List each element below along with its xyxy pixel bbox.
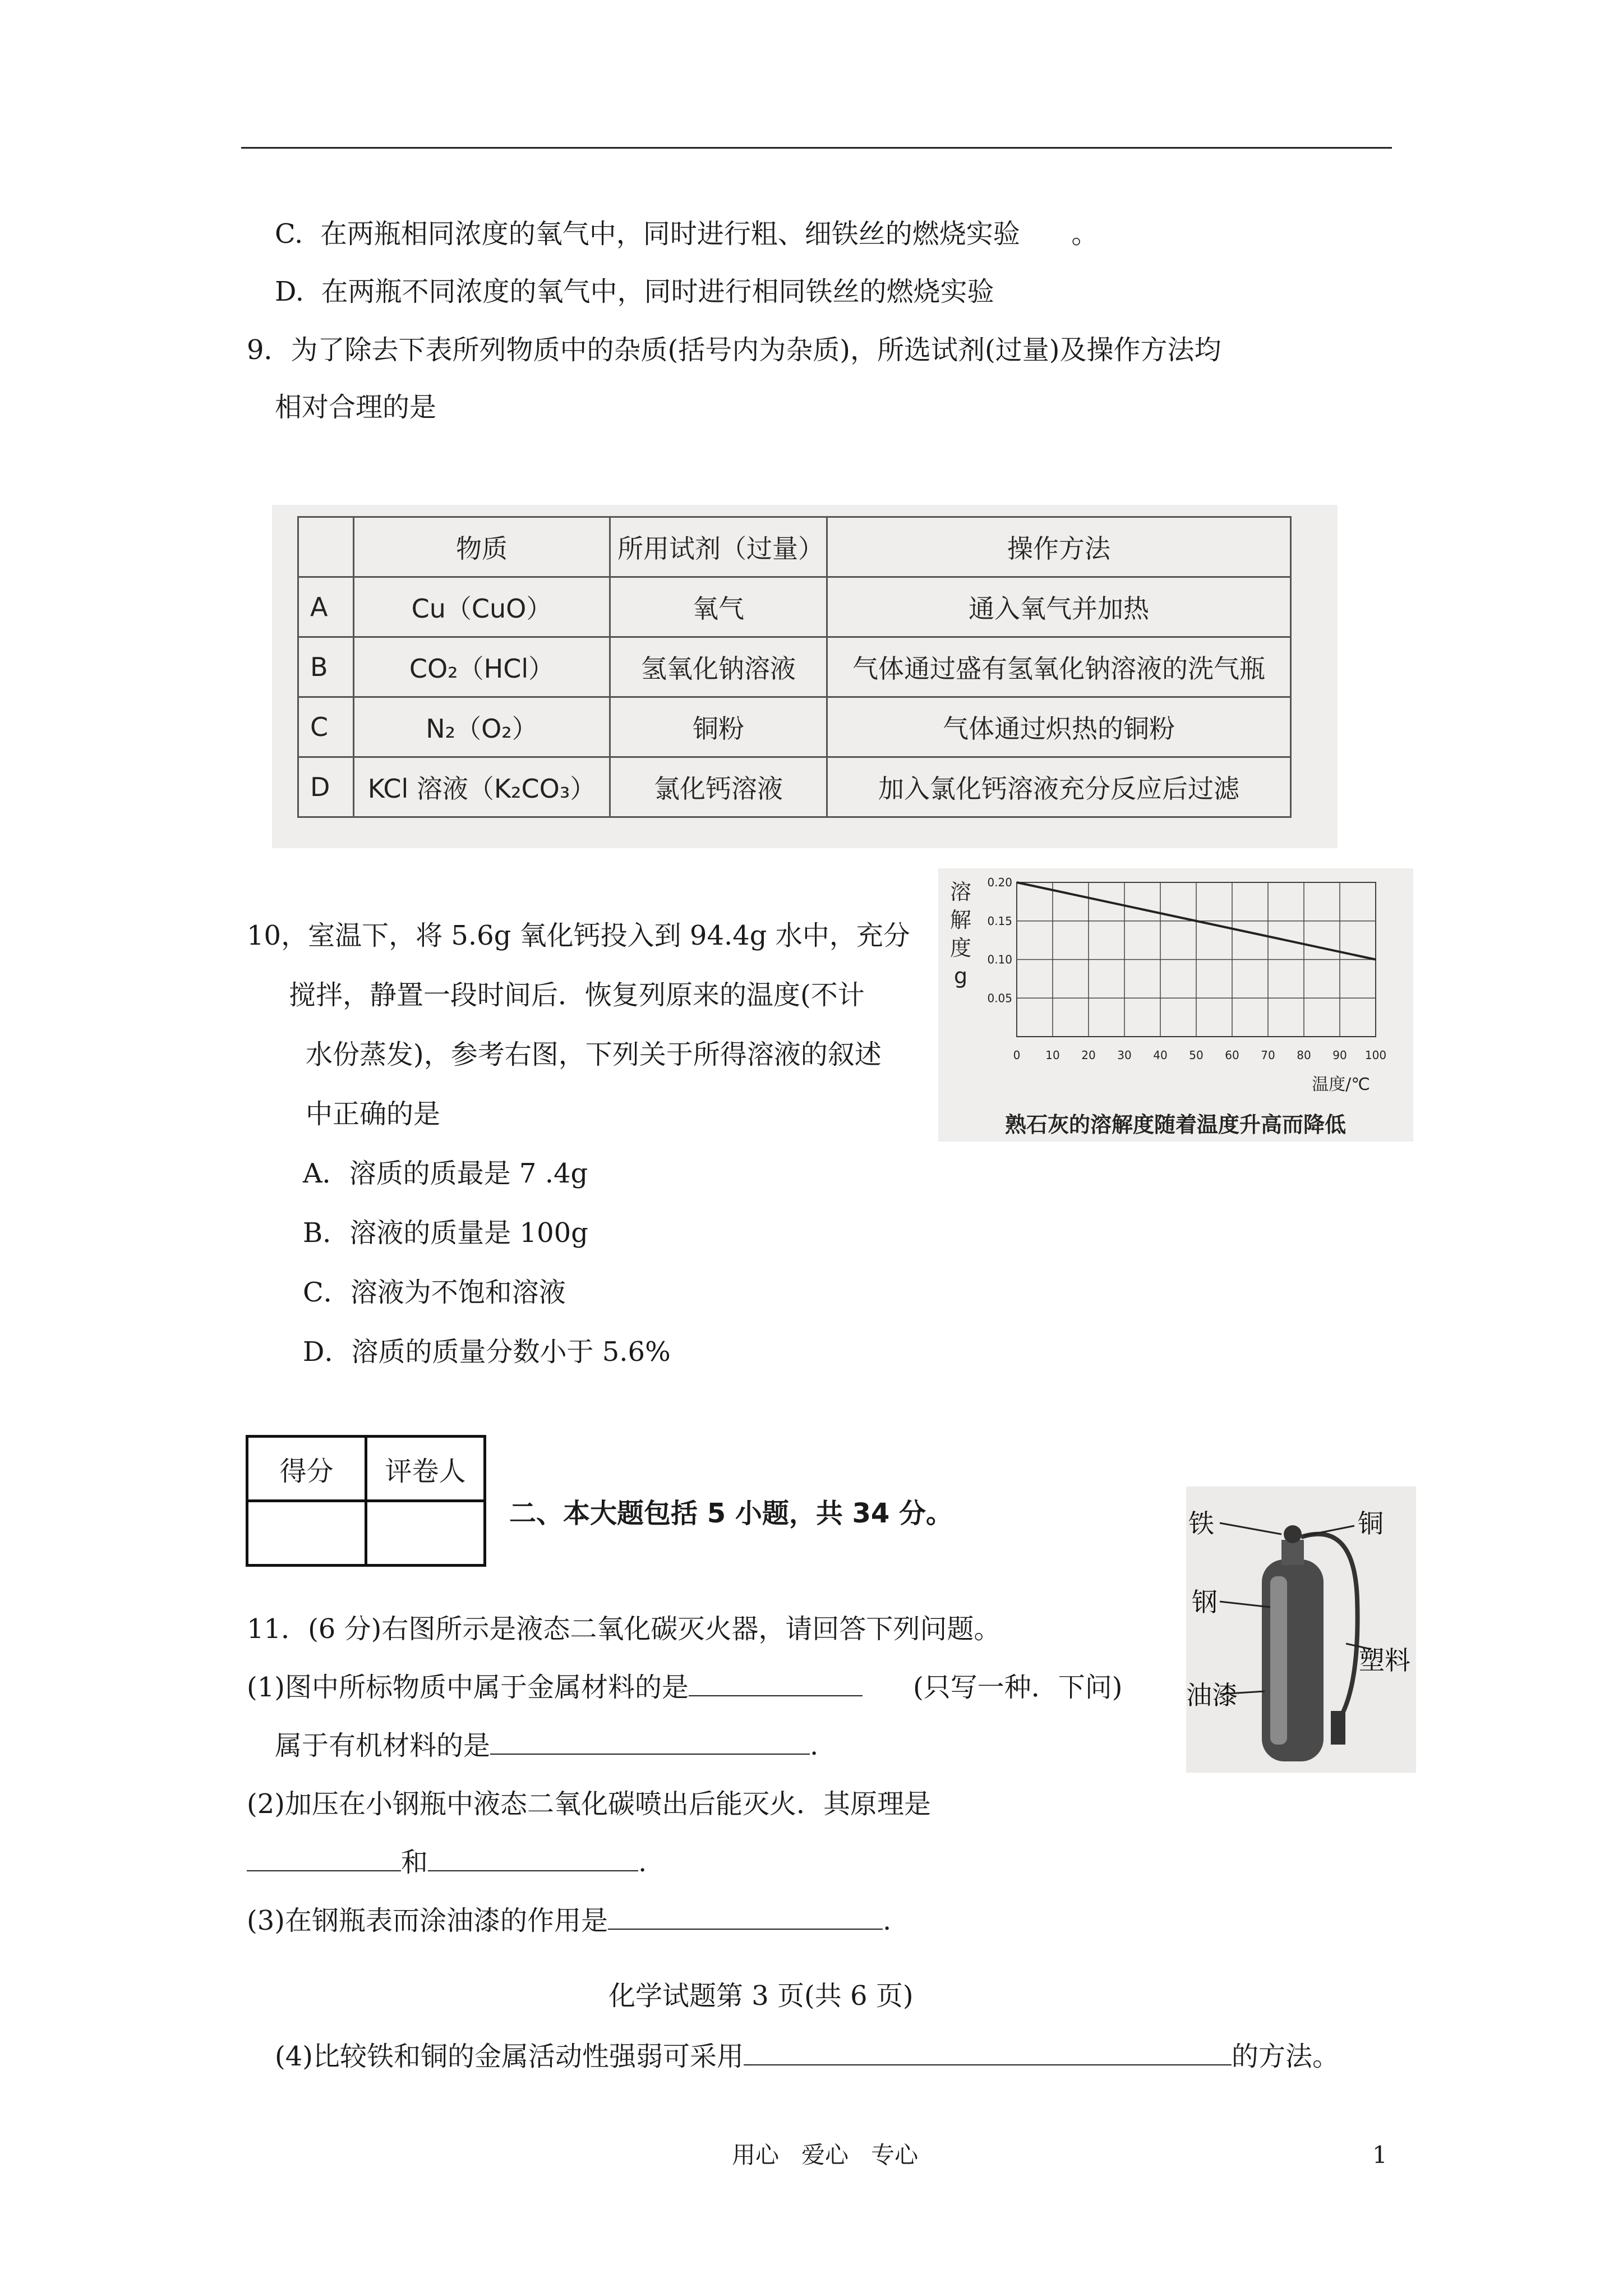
x-tick-label: 20 <box>1081 1048 1096 1062</box>
table-cell: Cu（CuO） <box>354 577 610 637</box>
q11-part1-line2 <box>275 1729 818 1763</box>
x-tick-label: 90 <box>1332 1048 1347 1062</box>
table-cell: 通入氧气并加热 <box>827 577 1291 637</box>
x-axis-label: 温度/℃ <box>1312 1075 1370 1094</box>
q11-part4 <box>275 2040 1339 2073</box>
answer-blank-activity-method[interactable] <box>744 2040 1232 2065</box>
nozzle <box>1331 1711 1345 1745</box>
table-cell: D <box>298 757 354 817</box>
extinguisher-drawing <box>1186 1487 1416 1773</box>
table-cell: A <box>298 577 354 637</box>
label-copper: 铜 <box>1358 1508 1384 1539</box>
q10-line2: 搅拌，静置一段时间后．恢复列原来的温度(不计 <box>289 979 865 1011</box>
y-axis-label-char: 度 <box>949 936 972 960</box>
table-header-cell: 所用试剂（过量） <box>610 517 827 577</box>
q10-option-c: C．溶液为不饱和溶液 <box>303 1277 566 1308</box>
x-tick-label: 70 <box>1261 1048 1275 1062</box>
q11-part1b-text: 属于有机材料的是 <box>275 1730 491 1761</box>
q10-line3: 水份蒸发)，参考右图，下列关于所得溶液的叙述 <box>306 1039 882 1070</box>
q11-part1b-end: . <box>810 1730 819 1761</box>
table-header-cell: 操作方法 <box>827 517 1291 577</box>
table-header-cell <box>298 517 354 577</box>
table-cell: 加入氯化钙溶液充分反应后过滤 <box>827 757 1291 817</box>
table-cell: B <box>298 637 354 697</box>
score-box <box>246 1435 486 1567</box>
table-cell: C <box>298 697 354 757</box>
q9-stem-line2: 相对合理的是 <box>275 392 437 423</box>
table-cell: 氢氧化钠溶液 <box>610 637 827 697</box>
answer-blank-metal[interactable] <box>689 1671 863 1696</box>
table-row <box>298 577 1291 637</box>
answer-blank-organic[interactable] <box>490 1729 810 1755</box>
y-tick-label: 0.10 <box>987 953 1012 967</box>
table-header-cell: 物质 <box>354 517 610 577</box>
y-tick-label: 0.05 <box>987 991 1012 1005</box>
x-tick-label: 10 <box>1045 1048 1060 1062</box>
q9-stem-line1: 9．为了除去下表所列物质中的杂质(括号内为杂质)，所选试剂(过量)及操作方法均 <box>247 334 1221 366</box>
footer-motto: 用心 爱心 专心 <box>732 2141 919 2169</box>
q10-line1: 10，室温下，将 5.6g 氧化钙投入到 94.4g 水中，充分 <box>247 920 910 951</box>
label-iron: 铁 <box>1188 1508 1214 1539</box>
table-cell: CO₂（HCl） <box>354 637 610 697</box>
answer-blank-principle-2[interactable] <box>428 1846 638 1871</box>
grader-label: 评卷人 <box>366 1437 485 1501</box>
pointer-iron <box>1220 1523 1281 1534</box>
x-tick-label: 60 <box>1225 1048 1239 1062</box>
q11-part1-line1 <box>247 1671 1122 1704</box>
q9-table <box>297 516 1292 818</box>
q10-option-b: B．溶液的质量是 100g <box>303 1217 588 1249</box>
answer-blank-paint-purpose[interactable] <box>608 1904 883 1930</box>
cylinder-highlight <box>1270 1576 1287 1745</box>
y-axis-label-char: 溶 <box>949 880 972 904</box>
q11-part2-end: . <box>638 1847 647 1878</box>
section-2-heading: 二、本大题包括 5 小题，共 34 分。 <box>509 1498 953 1529</box>
x-tick-label: 0 <box>1013 1048 1021 1062</box>
q8-option-c: C. 在两瓶相同浓度的氧气中，同时进行粗、细铁丝的燃烧实验 。 <box>275 218 1099 250</box>
q10-option-a: A．溶质的质最是 7 .4g <box>303 1158 588 1189</box>
x-tick-label: 100 <box>1364 1048 1387 1062</box>
q10-line4: 中正确的是 <box>306 1098 441 1130</box>
q9-table-image <box>272 505 1338 848</box>
table-cell: N₂（O₂） <box>354 697 610 757</box>
extinguisher-image <box>1186 1487 1416 1773</box>
table-cell: 气体通过炽热的铜粉 <box>827 697 1291 757</box>
header-rule <box>241 147 1392 149</box>
y-tick-label: 0.20 <box>987 876 1012 889</box>
q11-stem: 11．(6 分)右图所示是液态二氧化碳灭火器，请回答下列问题。 <box>247 1613 1001 1645</box>
q8-option-d: D. 在两瓶不同浓度的氧气中，同时进行相同铁丝的燃烧实验 <box>275 276 994 307</box>
score-label: 得分 <box>247 1437 366 1501</box>
q11-part2-and: 和 <box>401 1847 428 1878</box>
table-cell: 氯化钙溶液 <box>610 757 827 817</box>
x-tick-label: 30 <box>1117 1048 1132 1062</box>
valve-neck <box>1281 1540 1304 1565</box>
label-steel: 钢 <box>1192 1587 1218 1617</box>
footer-page-number: 1 <box>1372 2141 1387 2169</box>
grader-cell[interactable] <box>366 1501 485 1566</box>
table-row <box>298 637 1291 697</box>
q11-part3 <box>247 1904 891 1938</box>
label-plastic: 塑料 <box>1359 1645 1410 1676</box>
q11-part1-note: (只写一种．下问) <box>913 1672 1123 1703</box>
table-cell: 氧气 <box>610 577 827 637</box>
q11-part3-end: . <box>883 1905 892 1936</box>
x-tick-label: 40 <box>1153 1048 1168 1062</box>
chart-caption: 熟石灰的溶解度随着温度升高而降低 <box>1004 1112 1347 1137</box>
table-cell: KCl 溶液（K₂CO₃） <box>354 757 610 817</box>
solubility-chart-svg <box>938 868 1413 1142</box>
label-paint: 油漆 <box>1186 1680 1238 1710</box>
q11-part4-text: (4)比较铁和铜的金属活动性强弱可采用 <box>275 2041 744 2072</box>
table-header-row <box>298 517 1291 577</box>
solubility-chart <box>938 868 1413 1142</box>
y-axis-label-char: 解 <box>949 908 972 932</box>
valve-knob <box>1284 1525 1302 1543</box>
table-row <box>298 697 1291 757</box>
y-tick-label: 0.15 <box>987 914 1012 928</box>
q11-part2-line2 <box>247 1846 647 1879</box>
x-tick-label: 80 <box>1297 1048 1311 1062</box>
table-cell: 铜粉 <box>610 697 827 757</box>
x-tick-label: 50 <box>1189 1048 1204 1062</box>
y-axis-label-char: g <box>953 964 968 988</box>
q11-part4-end: 的方法。 <box>1232 2041 1340 2072</box>
table-row <box>298 757 1291 817</box>
score-cell[interactable] <box>247 1501 366 1566</box>
answer-blank-principle-1[interactable] <box>247 1846 401 1871</box>
q11-part1-text: (1)图中所标物质中属于金属材料的是 <box>247 1672 689 1703</box>
q10-option-d: D．溶质的质量分数小于 5.6% <box>303 1336 671 1368</box>
table-cell: 气体通过盛有氢氧化钠溶液的洗气瓶 <box>827 637 1291 697</box>
page-caption: 化学试题第 3 页(共 6 页) <box>608 1980 914 2012</box>
q11-part3-text: (3)在钢瓶表而涂油漆的作用是 <box>247 1905 608 1936</box>
q11-part2-line1: (2)加压在小钢瓶中液态二氧化碳喷出后能灭火．其原理是 <box>247 1788 931 1820</box>
